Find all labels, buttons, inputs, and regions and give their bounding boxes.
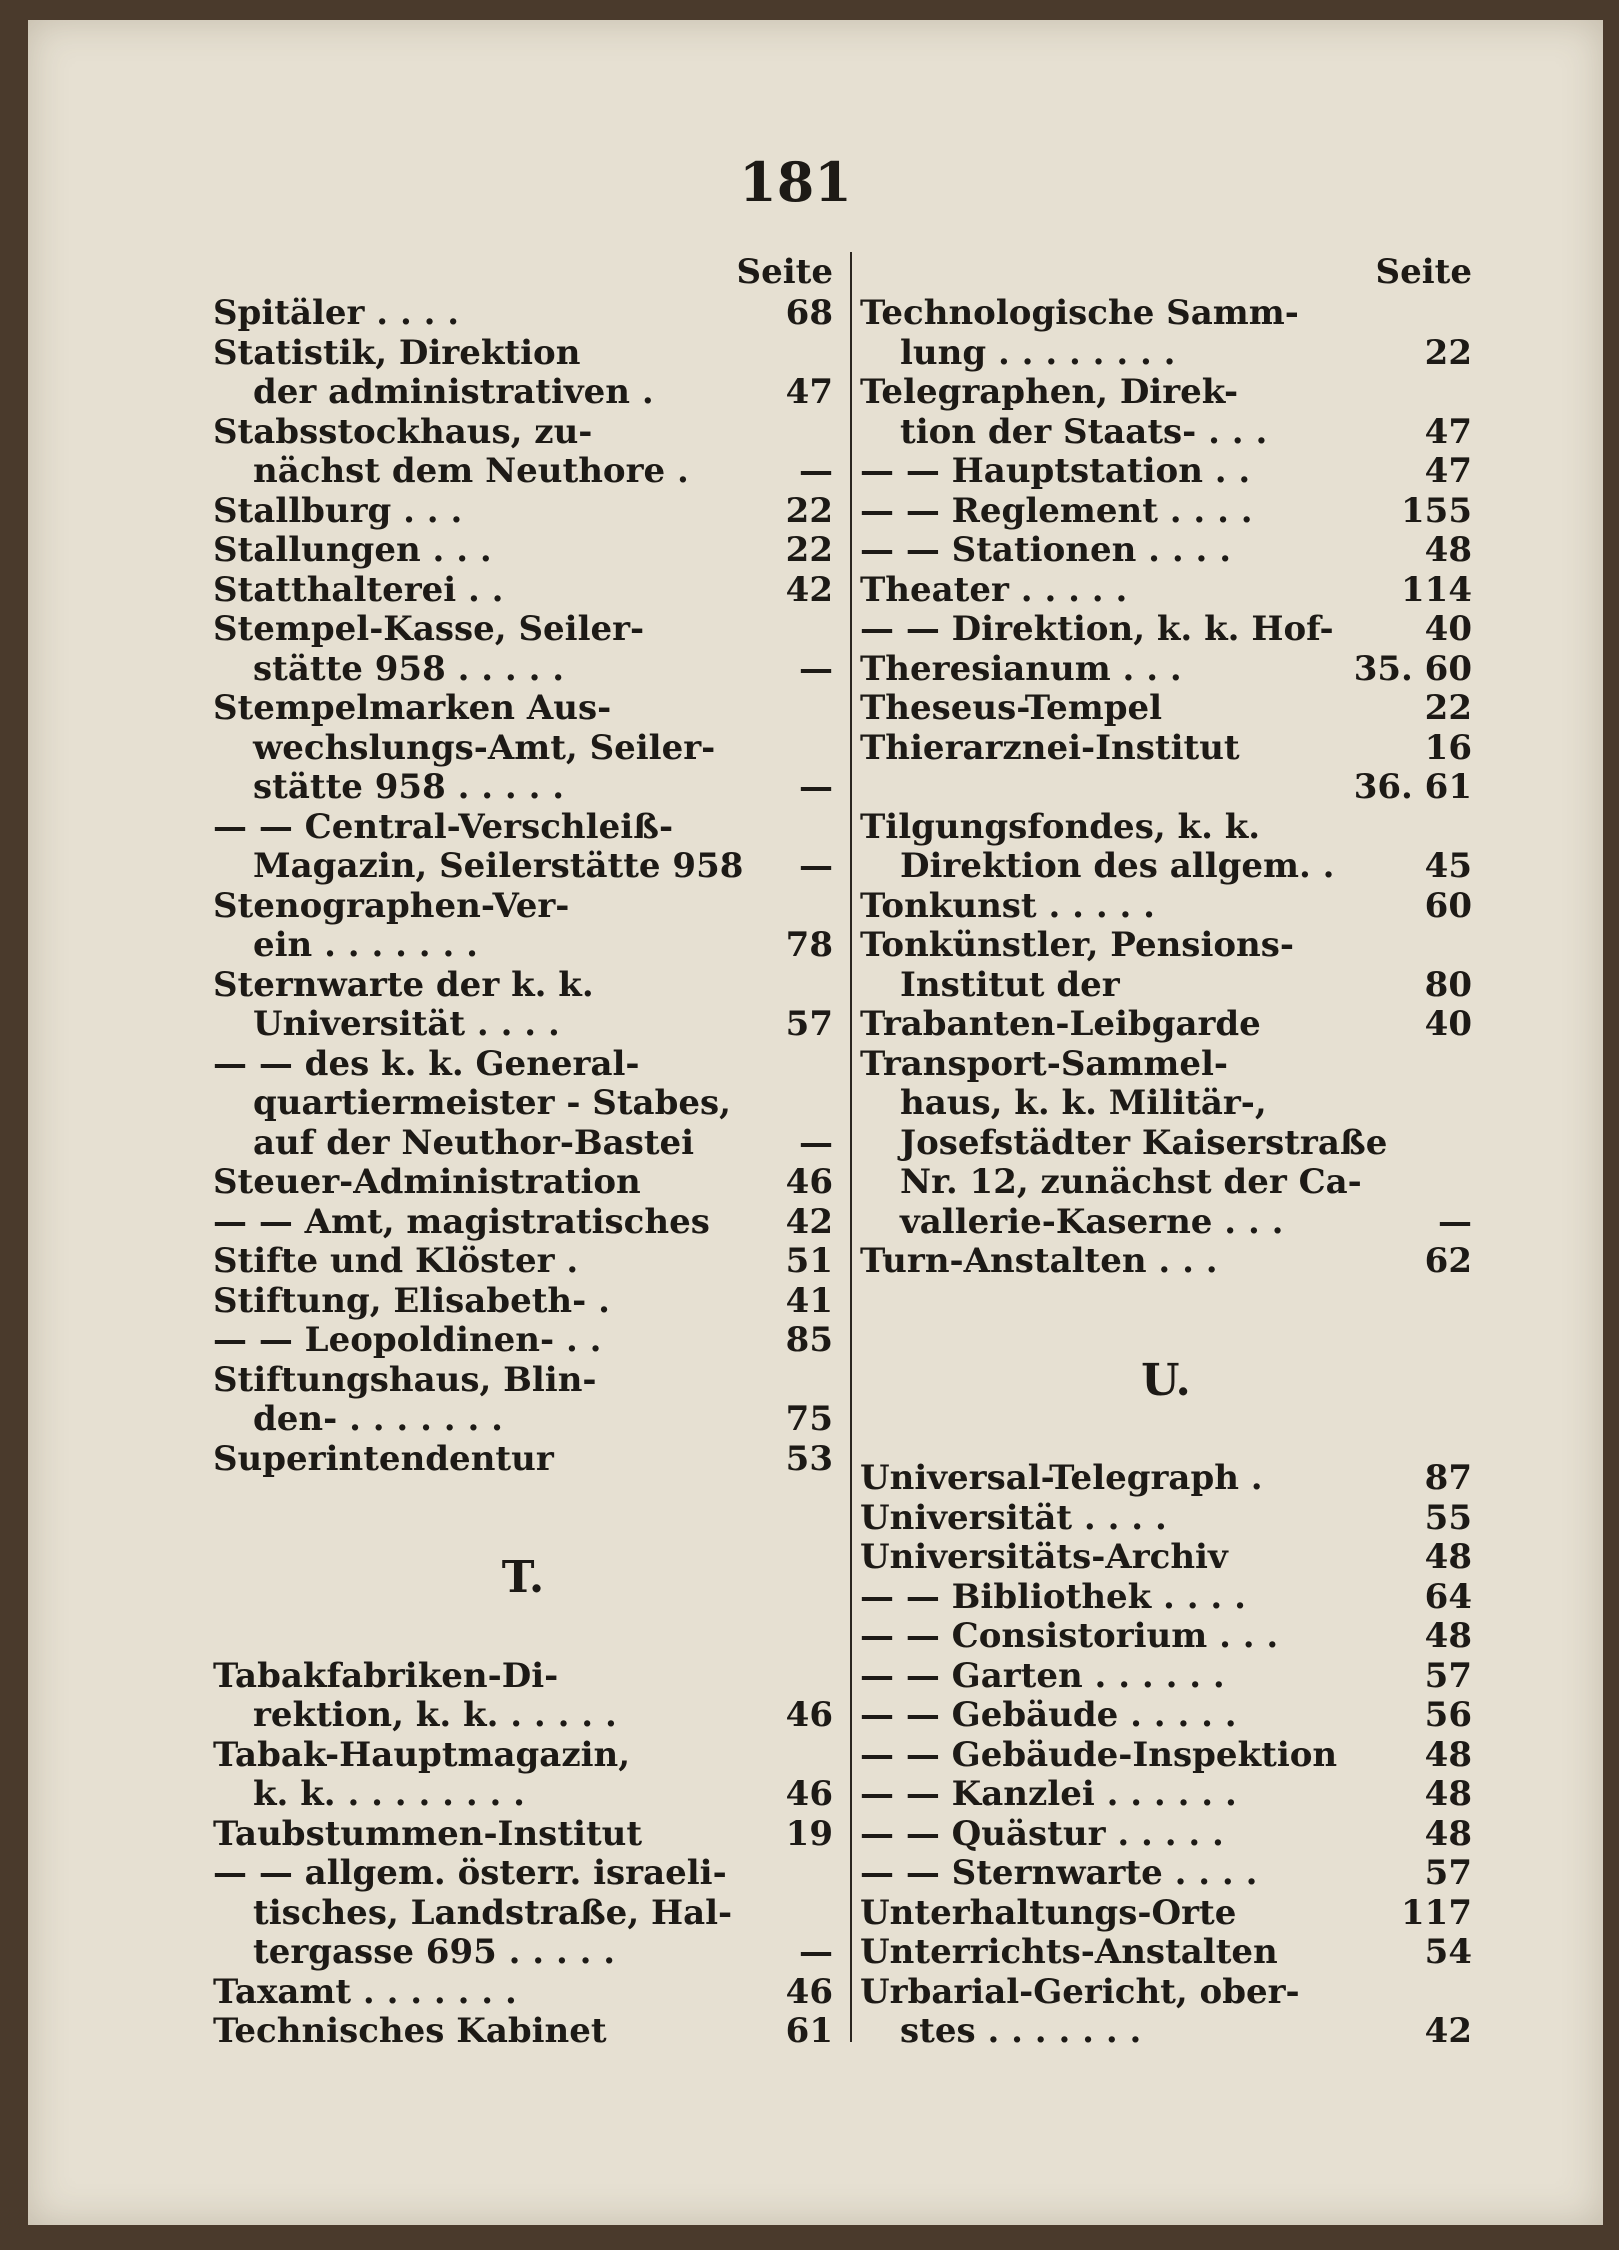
index-entry — [213, 966, 833, 1006]
entry-term: Steuer-Administration — [213, 1162, 641, 1202]
index-entry — [860, 650, 1472, 690]
index-entry — [213, 689, 833, 729]
entry-term: — — Stationen . . . . — [860, 530, 1232, 570]
index-entry — [860, 1775, 1472, 1815]
index-entry — [860, 531, 1472, 571]
entry-page-number: 45 — [1424, 846, 1472, 886]
entry-page-number: — — [799, 767, 833, 807]
index-entry — [860, 768, 1472, 808]
index-entry — [860, 334, 1472, 374]
index-entry — [860, 571, 1472, 611]
entry-page-number: 54 — [1424, 1932, 1472, 1972]
entry-term: — — des k. k. General- — [213, 1043, 640, 1084]
index-entry — [213, 1361, 833, 1401]
index-entry — [213, 1084, 833, 1124]
entry-page-number: 114 — [1401, 569, 1472, 610]
index-entry — [860, 1696, 1472, 1736]
index-entry — [860, 1617, 1472, 1657]
entry-term: k. k. . . . . . . . . — [253, 1774, 526, 1814]
entry-term: den- . . . . . . . — [253, 1399, 503, 1439]
section-letter-u: U. — [1141, 1354, 1191, 1406]
index-entry — [860, 1163, 1472, 1203]
index-entry — [213, 1242, 833, 1282]
entry-page-number: — — [799, 451, 833, 491]
right-column-header: Seite — [1375, 252, 1472, 292]
entry-term: Unterhaltungs-Orte — [860, 1892, 1237, 1933]
index-entry — [860, 887, 1472, 927]
entry-term: Magazin, Seilerstätte 958 — [253, 846, 744, 886]
entry-term: Universität . . . . — [860, 1497, 1167, 1538]
entry-term: nächst dem Neuthore . — [253, 451, 689, 491]
entry-term: Statthalterei . . — [213, 569, 504, 610]
entry-term: stätte 958 . . . . . — [253, 767, 565, 807]
index-entry — [860, 966, 1472, 1006]
index-entry — [860, 1459, 1472, 1499]
entry-term: Stempelmarken Aus- — [213, 688, 612, 728]
index-entry — [860, 492, 1472, 532]
entry-page-number: — — [1438, 1201, 1472, 1242]
entry-page-number: 51 — [785, 1241, 833, 1281]
entry-page-number: 40 — [1424, 1004, 1472, 1044]
entry-page-number: 55 — [1424, 1497, 1472, 1538]
entry-page-number: 40 — [1424, 609, 1472, 649]
entry-page-number: 75 — [785, 1399, 833, 1439]
entry-page-number: 48 — [1424, 1616, 1472, 1656]
index-entry — [860, 1815, 1472, 1855]
entry-term: Stallburg . . . — [213, 490, 463, 531]
entry-term: wechslungs-Amt, Seiler- — [253, 727, 716, 768]
entry-term: — — Leopoldinen- . . — [213, 1320, 602, 1360]
entry-term: — — Consistorium . . . — [860, 1616, 1279, 1656]
entry-term: Tabak-Hauptmagazin, — [213, 1734, 631, 1775]
entry-term: Tonkünstler, Pensions- — [860, 925, 1295, 965]
entry-page-number: 64 — [1424, 1576, 1472, 1617]
index-entry — [860, 1499, 1472, 1539]
entry-term: Tabakfabriken-Di- — [213, 1655, 559, 1696]
index-entry — [860, 1203, 1472, 1243]
entry-page-number: 53 — [785, 1438, 833, 1479]
book-page — [28, 20, 1603, 2225]
entry-term: Unterrichts-Anstalten — [860, 1932, 1278, 1972]
index-entry — [213, 1005, 833, 1045]
entry-term: tion der Staats- . . . — [900, 411, 1268, 452]
index-entry — [213, 1321, 833, 1361]
entry-term: Urbarial-Gericht, ober- — [860, 1971, 1300, 2012]
entry-page-number: 57 — [1424, 1655, 1472, 1696]
index-entry — [860, 926, 1472, 966]
index-entry — [213, 887, 833, 927]
entry-term: Spitäler . . . . — [213, 293, 460, 333]
index-entry — [860, 373, 1472, 413]
entry-page-number: 42 — [1424, 2011, 1472, 2051]
entry-page-number: 78 — [785, 925, 833, 965]
entry-term: — — Central-Verschleiß- — [213, 806, 674, 847]
entry-term: Turn-Anstalten . . . — [860, 1241, 1218, 1281]
index-entry — [860, 2012, 1472, 2052]
column-divider — [850, 252, 852, 2042]
index-entry — [860, 689, 1472, 729]
entry-page-number: 19 — [785, 1813, 833, 1854]
entry-term: — — Garten . . . . . . — [860, 1655, 1225, 1696]
index-entry — [213, 334, 833, 374]
entry-page-number: 57 — [785, 1004, 833, 1044]
entry-term: stätte 958 . . . . . — [253, 648, 565, 689]
entry-page-number: 46 — [785, 1695, 833, 1735]
entry-term: Direktion des allgem. . — [900, 846, 1335, 886]
entry-term: — — Bibliothek . . . . — [860, 1576, 1246, 1617]
entry-term: Tilgungsfondes, k. k. — [860, 806, 1261, 847]
section-gap — [213, 1479, 833, 1539]
entry-page-number: 46 — [785, 1971, 833, 2012]
entry-term: Stiftungshaus, Blin- — [213, 1359, 597, 1400]
entry-page-number: 62 — [1424, 1241, 1472, 1281]
entry-term: Superintendentur — [213, 1438, 554, 1479]
index-entry — [213, 571, 833, 611]
section-gap — [860, 1282, 1472, 1342]
right-entries-t — [860, 294, 1472, 1282]
entry-term: — — allgem. österr. israeli- — [213, 1853, 727, 1893]
entry-page-number: 48 — [1424, 530, 1472, 570]
entry-page-number: 41 — [785, 1280, 833, 1321]
section-gap — [213, 1617, 833, 1657]
index-entry — [860, 1242, 1472, 1282]
entry-term: — — Gebäude . . . . . — [860, 1695, 1237, 1735]
entry-page-number: 87 — [1424, 1458, 1472, 1498]
index-entry — [213, 1973, 833, 2013]
index-entry — [860, 1005, 1472, 1045]
entry-term: Universal-Telegraph . — [860, 1458, 1263, 1498]
index-entry — [213, 926, 833, 966]
entry-page-number: 68 — [785, 293, 833, 333]
index-entry — [860, 729, 1472, 769]
index-entry — [213, 729, 833, 769]
entry-term: tisches, Landstraße, Hal- — [253, 1892, 733, 1933]
entry-term: — — Sternwarte . . . . — [860, 1853, 1258, 1893]
entry-page-number: 42 — [785, 1201, 833, 1242]
entry-term: Taxamt . . . . . . . — [213, 1971, 517, 2012]
index-entry — [213, 1124, 833, 1164]
index-entry — [213, 294, 833, 334]
right-entries-u — [860, 1459, 1472, 2052]
index-entry — [860, 808, 1472, 848]
entry-page-number: 22 — [785, 530, 833, 570]
left-index-column — [213, 252, 833, 2052]
entry-term: Theresianum . . . — [860, 648, 1182, 689]
entry-page-number: 48 — [1424, 1774, 1472, 1814]
entry-term: Thierarznei-Institut — [860, 727, 1240, 768]
entry-page-number: 85 — [785, 1320, 833, 1360]
entry-page-number: 56 — [1424, 1695, 1472, 1735]
index-entry — [860, 1578, 1472, 1618]
entry-term: auf der Neuthor-Bastei — [253, 1122, 695, 1163]
index-entry — [213, 1045, 833, 1085]
index-entry — [213, 1736, 833, 1776]
entry-page-number: 16 — [1424, 727, 1472, 768]
entry-page-number: — — [799, 1932, 833, 1972]
index-entry — [213, 808, 833, 848]
index-entry — [213, 413, 833, 453]
index-entry — [213, 531, 833, 571]
entry-term: Sternwarte der k. k. — [213, 964, 594, 1005]
index-entry — [860, 1045, 1472, 1085]
entry-term: Technisches Kabinet — [213, 2011, 607, 2051]
entry-term: Trabanten-Leibgarde — [860, 1004, 1261, 1044]
entry-page-number: — — [799, 846, 833, 886]
entry-term: Tonkunst . . . . . — [860, 885, 1156, 926]
entry-page-number: 48 — [1424, 1734, 1472, 1775]
index-entry — [860, 1736, 1472, 1776]
entry-term: Stiftung, Elisabeth- . — [213, 1280, 610, 1321]
index-entry — [213, 768, 833, 808]
entry-page-number: 47 — [785, 372, 833, 412]
entry-term: quartiermeister - Stabes, — [253, 1083, 731, 1123]
entry-term: Stallungen . . . — [213, 530, 492, 570]
entry-page-number: — — [799, 648, 833, 689]
index-entry — [213, 847, 833, 887]
index-entry — [213, 650, 833, 690]
index-entry — [860, 1124, 1472, 1164]
index-entry — [213, 1440, 833, 1480]
entry-page-number: 42 — [785, 569, 833, 610]
entry-term: rektion, k. k. . . . . . — [253, 1695, 617, 1735]
left-column-header: Seite — [736, 252, 833, 292]
entry-term: tergasse 695 . . . . . — [253, 1932, 616, 1972]
index-entry — [860, 1084, 1472, 1124]
entry-term: — — Kanzlei . . . . . . — [860, 1774, 1237, 1814]
entry-term: Universitäts-Archiv — [860, 1537, 1228, 1577]
index-entry — [860, 610, 1472, 650]
index-entry — [213, 1657, 833, 1697]
entry-term: — — Quästur . . . . . — [860, 1813, 1224, 1854]
entry-page-number: 35. 60 — [1353, 648, 1472, 689]
entry-term: Theater . . . . . — [860, 569, 1128, 610]
entry-page-number: 46 — [785, 1774, 833, 1814]
entry-page-number: 155 — [1401, 490, 1472, 531]
index-entry — [213, 1203, 833, 1243]
index-entry — [213, 492, 833, 532]
entry-term: haus, k. k. Militär-, — [900, 1083, 1267, 1123]
entry-term: vallerie-Kaserne . . . — [900, 1201, 1284, 1242]
entry-term: Telegraphen, Direk- — [860, 372, 1239, 412]
index-entry — [213, 1933, 833, 1973]
entry-term: Statistik, Direktion — [213, 332, 581, 373]
entry-page-number: 48 — [1424, 1537, 1472, 1577]
section-letter-t: T. — [501, 1552, 545, 1603]
index-entry — [860, 413, 1472, 453]
index-entry — [213, 1775, 833, 1815]
index-entry — [860, 1854, 1472, 1894]
index-entry — [213, 1854, 833, 1894]
entry-page-number: — — [799, 1122, 833, 1163]
index-entry — [860, 1973, 1472, 2013]
index-entry — [213, 610, 833, 650]
section-gap — [860, 1420, 1472, 1460]
entry-term: — — Hauptstation . . — [860, 451, 1251, 491]
entry-page-number: 47 — [1424, 411, 1472, 452]
index-entry — [213, 452, 833, 492]
entry-page-number: 22 — [1424, 688, 1472, 728]
index-entry — [213, 1400, 833, 1440]
entry-page-number: 22 — [785, 490, 833, 531]
entry-term: Technologische Samm- — [860, 293, 1299, 333]
entry-term: — — Amt, magistratisches — [213, 1201, 710, 1242]
entry-page-number: 46 — [785, 1162, 833, 1202]
entry-term: lung . . . . . . . . — [900, 332, 1176, 373]
entry-term: Stenographen-Ver- — [213, 885, 570, 926]
entry-page-number: 80 — [1424, 964, 1472, 1005]
entry-term: der administrativen . — [253, 372, 654, 412]
entry-term: Institut der — [900, 964, 1120, 1005]
index-entry — [213, 2012, 833, 2052]
index-entry — [860, 452, 1472, 492]
left-entries-t — [213, 1657, 833, 2052]
index-entry — [860, 1894, 1472, 1934]
left-entries-s — [213, 294, 833, 1479]
entry-page-number: 57 — [1424, 1853, 1472, 1893]
entry-term: stes . . . . . . . — [900, 2011, 1142, 2051]
index-entry — [860, 1657, 1472, 1697]
index-entry — [213, 373, 833, 413]
entry-page-number: 60 — [1424, 885, 1472, 926]
entry-term: Taubstummen-Institut — [213, 1813, 643, 1854]
entry-term: ein . . . . . . . — [253, 925, 478, 965]
entry-term: Josefstädter Kaiserstraße — [900, 1122, 1388, 1163]
index-entry — [860, 1538, 1472, 1578]
entry-page-number: 36. 61 — [1353, 767, 1472, 807]
entry-term: Nr. 12, zunächst der Ca- — [900, 1162, 1362, 1202]
entry-term: Stifte und Klöster . — [213, 1241, 579, 1281]
page-number: 181 — [739, 150, 852, 214]
entry-term: — — Gebäude-Inspektion — [860, 1734, 1338, 1775]
entry-page-number: 22 — [1424, 332, 1472, 373]
entry-page-number: 47 — [1424, 451, 1472, 491]
index-entry — [213, 1282, 833, 1322]
right-index-column — [860, 252, 1472, 2052]
entry-term: Universität . . . . — [253, 1004, 560, 1044]
index-entry — [860, 847, 1472, 887]
index-entry — [213, 1696, 833, 1736]
entry-term: — — Direktion, k. k. Hof- — [860, 609, 1334, 649]
entry-term: Transport-Sammel- — [860, 1043, 1229, 1084]
entry-page-number: 117 — [1401, 1892, 1472, 1933]
entry-term: Stabsstockhaus, zu- — [213, 411, 593, 452]
index-entry — [213, 1894, 833, 1934]
index-entry — [213, 1815, 833, 1855]
entry-page-number: 61 — [785, 2011, 833, 2051]
entry-term: — — Reglement . . . . — [860, 490, 1253, 531]
index-entry — [860, 294, 1472, 334]
entry-term: Theseus-Tempel — [860, 688, 1163, 728]
index-entry — [213, 1163, 833, 1203]
entry-page-number: 48 — [1424, 1813, 1472, 1854]
entry-term: Stempel-Kasse, Seiler- — [213, 609, 645, 649]
index-entry — [860, 1933, 1472, 1973]
